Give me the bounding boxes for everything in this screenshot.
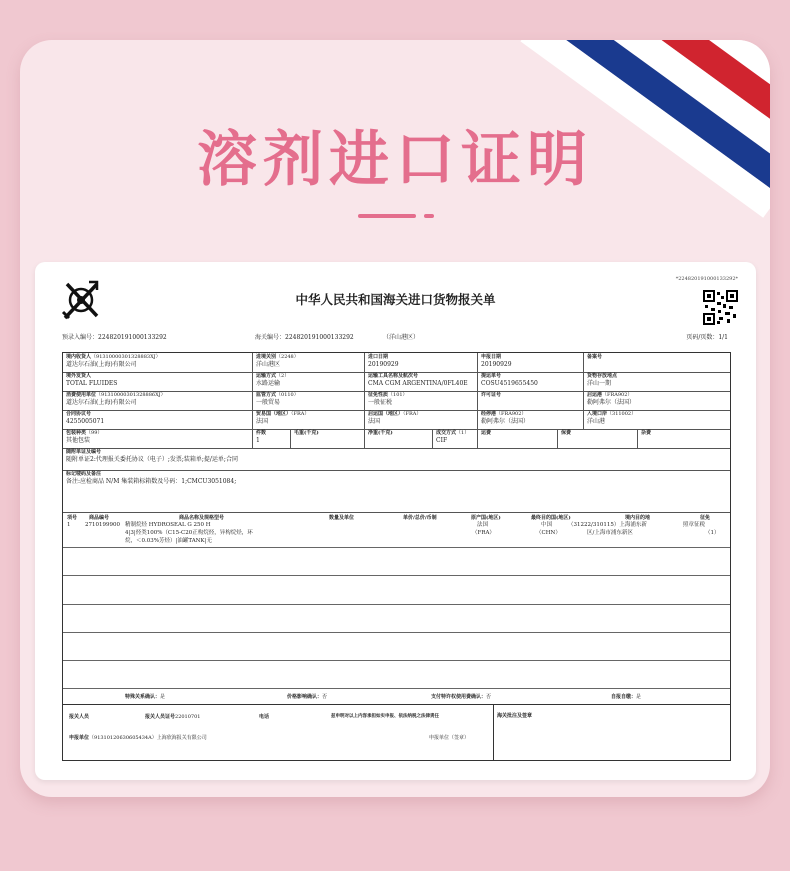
item-dest: 中国	[541, 522, 553, 528]
item-levy: 照章征税	[683, 522, 706, 528]
col-header-price: 单价/总价/币制	[403, 515, 437, 521]
package-value: 其他包装	[66, 437, 91, 444]
field-code: （311002）	[607, 411, 637, 417]
statement-text: 兹申明对以上内容承担如实申报、依法纳税之法律责任	[331, 714, 439, 719]
field-label: 包装种类	[66, 430, 87, 436]
item-domestic-line2: 区/上海市浦东新区	[587, 530, 633, 536]
field-code: （0110）	[276, 392, 299, 398]
field-label: 进境关别	[256, 354, 277, 360]
field-label: 运输工具名称及航次号	[368, 373, 419, 379]
item-name-line2: 4|3|烃类100%（C15-C20正构烷烃，异构烷烃，环	[125, 530, 253, 536]
field-label: 进口日期	[368, 354, 389, 360]
field-label: 启运港	[587, 392, 603, 398]
entry-port-value: 洋山港区	[256, 361, 281, 368]
item-origin-code: （FRA）	[472, 530, 495, 536]
col-header-dest: 最终目的国(地区)	[531, 515, 571, 521]
item-row-divider	[63, 660, 730, 661]
page-number: 页码/页数：1/1	[686, 334, 728, 341]
field-label: 成交方式	[436, 430, 457, 436]
title-underline	[358, 214, 416, 218]
col-header-name: 商品名称及规格型号	[179, 515, 225, 521]
title-underline-dot	[424, 214, 434, 218]
form-row	[63, 372, 730, 392]
item-levy-code: （1）	[705, 530, 720, 536]
depart-port-value: 勒阿弗尔（法国）	[587, 399, 636, 406]
field-label: 贸易国（地区）	[256, 411, 292, 417]
item-origin: 法国	[477, 522, 489, 528]
stamp-label: 申报单位（签章）	[429, 735, 470, 741]
special-relation-value: 是	[160, 694, 166, 700]
col-header-levy: 征免	[700, 515, 711, 521]
field-code: （FRA902）	[602, 392, 633, 398]
item-row-divider	[63, 604, 730, 605]
form-row	[63, 470, 730, 513]
item-row-divider	[63, 688, 730, 689]
field-label: 经停港	[481, 411, 497, 417]
transport-value: 水路运输	[256, 380, 281, 387]
field-label: 随附单证及编号	[66, 449, 102, 455]
barcode-text: *224820191000133292*	[675, 276, 738, 282]
field-label: 境内收货人	[66, 354, 92, 360]
field-code: （FRA902）	[496, 411, 527, 417]
document-title: 中华人民共和国海关进口货物报关单	[295, 292, 496, 307]
footer-divider	[63, 704, 730, 705]
shipper-value: TOTAL FLUIDES	[66, 380, 118, 387]
origin-country-value: 法国	[368, 418, 381, 425]
levy-value: 一般征税	[368, 399, 393, 406]
company-value: （91310120630605434A）上海欣海报关有限公司	[89, 735, 207, 741]
col-header-no: 项号	[67, 515, 78, 521]
field-code: （FRA）	[291, 411, 310, 417]
form-row	[63, 410, 730, 430]
pieces-value: 1	[256, 437, 260, 444]
col-header-qty: 数量及单位	[329, 515, 355, 521]
terms-value: CIF	[436, 437, 448, 444]
form-row	[63, 429, 730, 449]
item-name-line1: 精制烷烃 HYDROSEAL G 250 H	[125, 522, 211, 528]
item-row-divider	[63, 632, 730, 633]
declaration-form-table	[62, 352, 731, 761]
declarant-cert-label: 报关人员证号	[145, 714, 176, 720]
item-row-divider	[63, 547, 730, 548]
consignee-value: 道达尔石油(上海)有限公司	[66, 361, 137, 368]
trade-country-value: 法国	[256, 418, 269, 425]
declare-date-value: 20190929	[481, 361, 512, 368]
field-label: 净重(千克)	[368, 430, 393, 436]
customs-number: 海关编号：224820191000133292	[255, 334, 354, 341]
field-label: 件数	[256, 430, 267, 436]
import-date-value: 20190929	[368, 361, 399, 368]
item-code: 2710199900	[85, 522, 120, 528]
form-row	[63, 353, 730, 373]
field-code: （1）	[456, 430, 470, 436]
via-port-value: 勒阿弗尔（法国）	[481, 418, 530, 425]
field-label: 提运单号	[481, 373, 502, 379]
field-label: 申报日期	[481, 354, 502, 360]
field-label: 运费	[481, 430, 492, 436]
field-label: 境外发货人	[66, 373, 92, 379]
company-label: 申报单位	[69, 735, 90, 741]
page-title: 溶剂进口证明	[197, 125, 593, 195]
declarant-label: 报关人员	[69, 714, 90, 720]
marks-value: 备注:应检商品 N/M 集装箱标箱数及号码：1;CMCU3051084;	[66, 478, 237, 485]
self-declare-label: 自报自缴：	[611, 694, 637, 700]
field-code: （101）	[388, 392, 408, 398]
royalty-value: 否	[486, 694, 492, 700]
declarant-cert-value: 22010701	[175, 714, 201, 720]
field-label: 合同协议号	[66, 411, 92, 417]
field-label: 运输方式	[256, 373, 277, 379]
field-label: 启运国（地区）	[368, 411, 404, 417]
field-label: 备案号	[587, 354, 603, 360]
field-label: 监管方式	[256, 392, 277, 398]
field-label: 杂费	[641, 430, 652, 436]
documents-value: 随附单证2:代理报关委托协议（电子）;发票;装箱单;提/运单;合同	[66, 456, 238, 463]
col-header-domestic: 境内目的地	[625, 515, 651, 521]
field-label: 征免性质	[368, 392, 389, 398]
price-impact-label: 价格影响确认：	[287, 694, 323, 700]
supervision-value: 一般贸易	[256, 399, 281, 406]
prerecord-number: 预录入编号：224820191000133292	[62, 334, 167, 341]
form-row	[63, 391, 730, 411]
field-label: 货物存放地点	[587, 373, 618, 379]
field-label: 保费	[561, 430, 572, 436]
field-label: 毛重(千克)	[294, 430, 319, 436]
self-declare-value: 是	[636, 694, 642, 700]
storage-value: 洋山一期	[587, 380, 612, 387]
item-no: 1	[67, 522, 71, 528]
phone-label: 电话	[259, 714, 270, 720]
royalty-label: 支付特许权使用费确认：	[431, 694, 487, 700]
item-row-divider	[63, 575, 730, 576]
entry-place-value: 洋山港	[587, 418, 606, 425]
vessel-value: CMA CGM ARGENTINA/0FL40E	[368, 380, 468, 387]
bill-of-lading-value: COSU4519655450	[481, 380, 538, 387]
item-dest-code: （CHN）	[536, 530, 561, 536]
contract-value: 4255005071	[66, 418, 105, 425]
field-label: 消费使用单位	[66, 392, 97, 398]
consumer-value: 道达尔石油(上海)有限公司	[66, 399, 137, 406]
item-name-line3: 烷，＜0.03%芳烃）|油罐TANK|无	[125, 538, 212, 544]
item-domestic: （31222/310115）上海浦东新	[568, 522, 647, 528]
field-code: （99）	[86, 430, 103, 436]
field-label: 标记唛码及备注	[66, 471, 102, 477]
field-code: （91310000301328886XJ）	[96, 392, 166, 398]
col-header-origin: 原产国(地区)	[471, 515, 501, 521]
col-header-code: 商品编号	[89, 515, 110, 521]
field-code: （2248）	[276, 354, 299, 360]
field-label: 许可证号	[481, 392, 502, 398]
footer-vertical-divider	[493, 704, 494, 760]
special-relation-label: 特殊关系确认：	[125, 694, 161, 700]
approval-label: 海关批注及签章	[497, 713, 533, 719]
customs-declaration-document	[35, 262, 756, 780]
field-code: （FRA）	[403, 411, 422, 417]
form-row	[63, 448, 730, 471]
port-name: （洋山港区）	[383, 334, 420, 341]
field-code: （91310000301328883XJ）	[91, 354, 161, 360]
price-impact-value: 否	[322, 694, 328, 700]
field-code: （2）	[276, 373, 290, 379]
field-label: 入境口岸	[587, 411, 608, 417]
